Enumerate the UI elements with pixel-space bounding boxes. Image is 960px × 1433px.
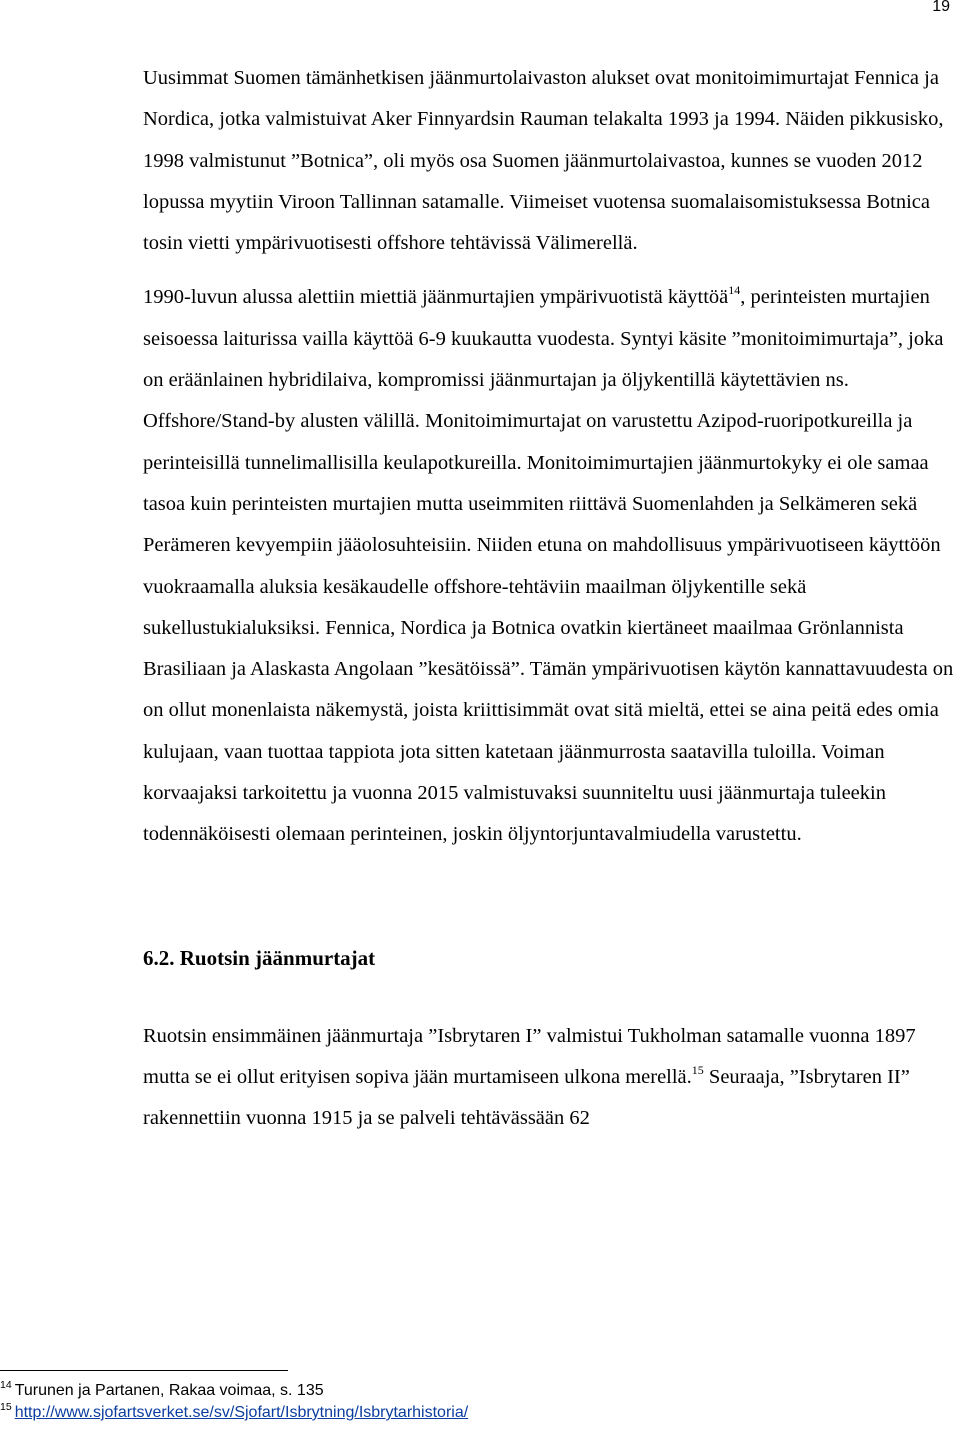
footnote-mark: 15	[0, 1401, 12, 1413]
paragraph-text: Seuraaja, ”Isbrytaren II” rakennettiin vuonna 1915 ja se palveli tehtävässään 62	[143, 1065, 910, 1130]
footnote-text: Turunen ja Partanen, Rakaa voimaa, s. 135	[14, 1382, 324, 1399]
section-title: Ruotsin jäänmurtajat	[179, 945, 376, 970]
footnote-mark: 14	[0, 1379, 12, 1391]
footnote-15	[0, 1402, 950, 1424]
paragraph-text: 1990-luvun alussa alettiin miettiä jäänmurtajien ympärivuotistä käyttöä	[143, 286, 729, 309]
paragraph-text: , perinteisten murtajien seisoessa laiturissa vailla käyttöä 6-9 kuukautta vuodesta. Syntyi käsite ”monitoimimurtaja”, joka on eräänlainen hybridilaiva, kompromissi jäänmurtajan ja öljykentillä käytettävien ns. Offshore/Stand-by alusten välillä. Monitoimimurtajat on varustettu Azipod-ruoripotkureilla ja perinteisillä tunnelimallisilla keulapotkureilla. Monitoimimurtajien jäänmurtokyky ei ole samaa tasoa kuin perinteisten murtajien mutta useimmiten riittävä Suomenlahden ja Selkämeren sekä Perämeren kevyempiin jääolosuhteisiin. Niiden etuna on mahdollisuus ympärivuotiseen käyttöön vuokraamalla aluksia kesäkaudelle offshore-tehtäviin maailman öljykentille sekä sukellustukialuksiksi. Fennica, Nordica ja Botnica ovatkin kiertäneet maailmaa Grönlannista Brasiliaan ja Alaskasta Angolaan ”kesätöissä”. Tämän ympärivuotisen käytön kannattavuudesta on on ollut monenlaista näkemystä, joista kriittisimmät ovat sitä mieltä, ettei se aina peitä edes omia kulujaan, vaan tuottaa tappiota jota sitten katetaan jäänmurrosta saatavilla tuloilla. Voiman korvaajaksi tarkoitettu ja vuonna 2015 valmistuvaksi suunniteltu uusi jäänmurtaja tuleekin todennäköisesti olemaan perinteinen, joskin öljyntorjuntavalmiudella varustettu.	[143, 286, 954, 846]
footnotes	[0, 1380, 950, 1424]
paragraph-icebreaker-fleet: Uusimmat Suomen tämänhetkisen jäänmurtolaivaston alukset ovat monitoimimurtajat Fennica ja Nordica, jotka valmistuivat Aker Finnyardsin Rauman telakalta 1993 ja 1994. Näiden pikkusisko, 1998 valmistunut ”Botnica”, oli myös osa Suomen jäänmurtolaivastoa, kunnes se vuoden 2012 lopussa myytiin Viroon Tallinnan satamalle. Viimeiset vuotensa suomalaisomistuksessa Botnica tosin vietti ympärivuotisesti offshore tehtävissä Välimerellä.	[143, 67, 944, 255]
footnote-separator	[0, 1370, 288, 1371]
body-text	[143, 58, 955, 1140]
footnote-ref-14[interactable]: 14	[728, 283, 741, 298]
section-number: 6.2.	[143, 945, 175, 970]
footnote-14	[0, 1380, 950, 1402]
footnote-ref-15[interactable]: 15	[691, 1062, 704, 1077]
footnote-link[interactable]: http://www.sjofartsverket.se/sv/Sjofart/Isbrytning/Isbrytarhistoria/	[14, 1404, 469, 1421]
paragraph-text: Ruotsin ensimmäinen jäänmurtaja ”Isbrytaren I” valmistui Tukholman satamalle vuonna 1897 mutta se ei ollut erityisen sopiva jään murtamiseen ulkona merellä.	[143, 1024, 916, 1088]
paragraph-swedish-icebreakers	[143, 1016, 955, 1140]
paragraph-multipurpose-icebreakers	[143, 277, 955, 855]
section-heading	[143, 938, 955, 979]
page-number: 19	[932, 0, 950, 15]
